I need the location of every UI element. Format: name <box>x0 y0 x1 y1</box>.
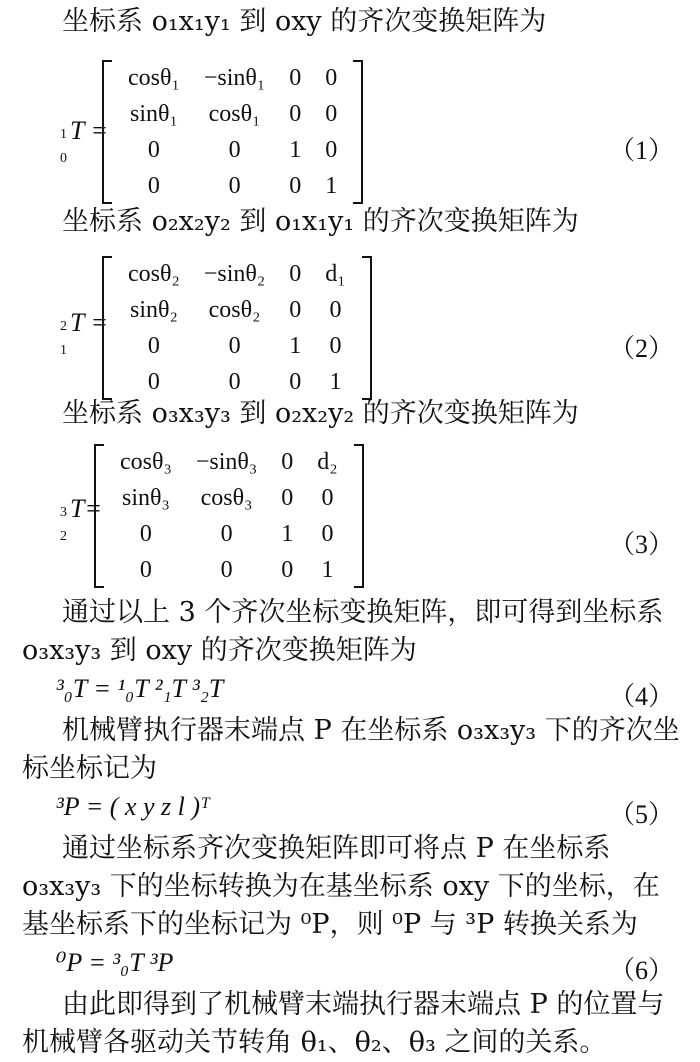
matrix-cell: cosθ₁ <box>208 100 261 127</box>
matrix-cell: 0 <box>329 296 342 323</box>
matrix-row <box>116 328 358 364</box>
matrix-row <box>116 292 358 328</box>
matrix-cell: 0 <box>139 556 152 583</box>
matrix-cell: 0 <box>325 136 338 163</box>
matrix-cell: 0 <box>281 484 294 511</box>
matrix-row <box>116 132 349 168</box>
matrix-cell: d₂ <box>317 448 338 475</box>
eq1-lhs: 1 0 T = <box>60 116 109 166</box>
eq4-formula: ³₀T = ¹₀T ²₁T ³₂T <box>56 674 224 703</box>
matrix-row <box>108 516 350 552</box>
matrix-row <box>116 96 349 132</box>
matrix-row <box>108 444 350 480</box>
matrix-cell: 0 <box>289 260 302 287</box>
matrix-cell: 0 <box>281 448 294 475</box>
matrix-cell: 0 <box>289 368 302 395</box>
matrix-cell: sinθ₁ <box>129 100 178 127</box>
matrix-cell: 0 <box>147 172 160 199</box>
matrix-cell: −sinθ₃ <box>195 448 258 475</box>
matrix-cell: d₁ <box>325 260 346 287</box>
matrix-cell: cosθ₃ <box>120 448 172 475</box>
matrix-cell: cosθ₁ <box>128 64 180 91</box>
matrix-cell: 0 <box>220 520 233 547</box>
matrix-cell: 0 <box>321 484 334 511</box>
eq3-lhs: 3 2 T= <box>60 494 103 544</box>
matrix-cell: 0 <box>228 332 241 359</box>
matrix-cell: cosθ₂ <box>208 296 261 323</box>
paragraph-4: 由此即得到了机械臂末端执行器末端点 P 的位置与机械臂各驱动关节转角 θ₁、θ₂、θ₃ 之间的关系。 <box>22 989 665 1058</box>
matrix-cell: sinθ₃ <box>121 484 170 511</box>
eq6-formula: ⁰P = ³₀T ³P <box>56 948 174 977</box>
matrix-cell: 0 <box>281 556 294 583</box>
matrix-cell: 1 <box>281 520 294 547</box>
matrix-cell: 1 <box>321 556 334 583</box>
paragraph-1: 通过以上 3 个齐次坐标变换矩阵，即可得到坐标系 o₃x₃y₃ 到 oxy 的齐次变换矩阵为 <box>22 597 664 666</box>
matrix-cell: cosθ₃ <box>200 484 253 511</box>
eq3-number: （3） <box>608 530 674 559</box>
matrix-cell: 0 <box>228 368 241 395</box>
matrix-cell: 0 <box>220 556 233 583</box>
eq6-number: （6） <box>608 956 674 985</box>
matrix-cell: 1 <box>289 136 302 163</box>
intro-line-2: 坐标系 o₂x₂y₂ 到 o₁x₁y₁ 的齐次变换矩阵为 <box>62 206 579 237</box>
matrix-cell: 0 <box>321 520 334 547</box>
intro-line-3: 坐标系 o₃x₃y₃ 到 o₂x₂y₂ 的齐次变换矩阵为 <box>62 398 579 429</box>
matrix-cell: 0 <box>325 100 338 127</box>
eq2-lhs: 2 1 T = <box>60 308 109 358</box>
matrix-cell: −sinθ₁ <box>203 64 266 91</box>
intro-line-1: 坐标系 o₁x₁y₁ 到 oxy 的齐次变换矩阵为 <box>62 6 547 37</box>
matrix-cell: 0 <box>228 172 241 199</box>
eq5-formula: ³P = ( x y z l )ᵀ <box>56 792 211 821</box>
matrix-row <box>116 60 349 96</box>
matrix-row <box>108 552 350 588</box>
eq5-number: （5） <box>608 800 674 829</box>
eq2-number: （2） <box>608 334 674 363</box>
matrix-cell: 0 <box>325 64 338 91</box>
matrix-cell: cosθ₂ <box>128 260 180 287</box>
matrix-row <box>116 364 358 400</box>
matrix-cell: 0 <box>289 100 302 127</box>
paragraph-3: 通过坐标系齐次变换矩阵即可将点 P 在坐标系 o₃x₃y₃ 下的坐标转换为在基坐标系 oxy 下的坐标，在基坐标系下的坐标记为 ⁰P，则 ⁰P 与 ³P 转换关系为 <box>22 833 660 940</box>
matrix-cell: 0 <box>139 520 152 547</box>
eq1-matrix <box>102 60 363 204</box>
matrix-row <box>108 480 350 516</box>
matrix-cell: 0 <box>289 172 302 199</box>
matrix-cell: 1 <box>289 332 302 359</box>
eq1-number: （1） <box>608 136 674 165</box>
matrix-cell: 1 <box>325 172 338 199</box>
eq2-matrix <box>102 256 372 400</box>
matrix-cell: 1 <box>329 368 342 395</box>
matrix-cell: 0 <box>147 136 160 163</box>
matrix-cell: 0 <box>147 368 160 395</box>
matrix-cell: 0 <box>228 136 241 163</box>
paragraph-2: 机械臂执行器末端点 P 在坐标系 o₃x₃y₃ 下的齐次坐标坐标记为 <box>22 715 680 784</box>
matrix-row <box>116 256 358 292</box>
matrix-cell: 0 <box>289 64 302 91</box>
matrix-cell: sinθ₂ <box>129 296 178 323</box>
matrix-cell: 0 <box>289 296 302 323</box>
matrix-cell: 0 <box>147 332 160 359</box>
matrix-row <box>116 168 349 204</box>
eq3-matrix <box>94 444 364 588</box>
matrix-cell: −sinθ₂ <box>203 260 266 287</box>
matrix-cell: 0 <box>329 332 342 359</box>
eq4-number: （4） <box>608 682 674 711</box>
